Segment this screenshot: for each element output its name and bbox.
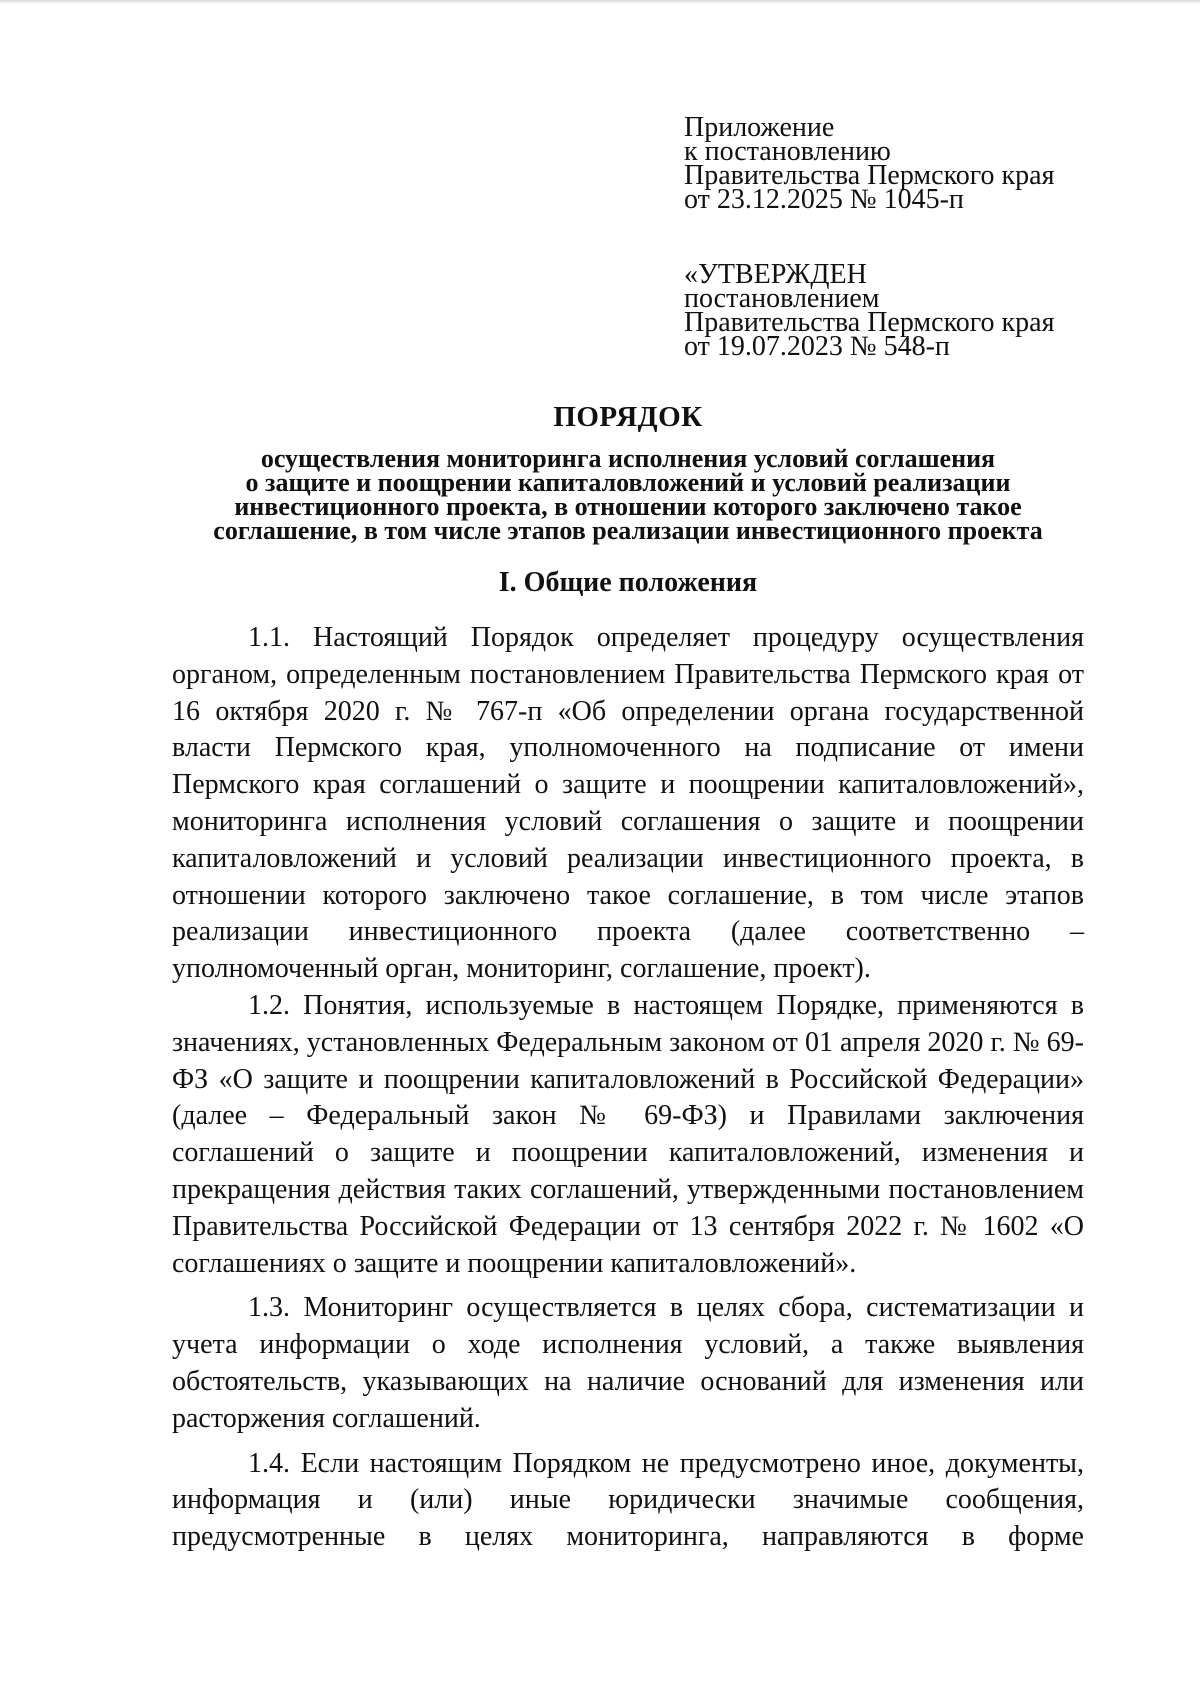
subtitle-line: соглашение, в том числе этапов реализации инвестиционного проекта bbox=[213, 516, 1043, 545]
paragraph-1-1: 1.1. Настоящий Порядок определяет процедуру осуществления органом, определенным постановлением Правительства Пермского края от 16 октября 2020 г. № 767-п «Об определении органа государственной власти Пермского края, уполномоченного на подписание от имени Пермского края соглашений о защите и поощрении капиталовложений», мониторинга исполнения условий соглашения о защите и поощрении капиталовложений и условий реализации инвестиционного проекта, в отношении которого заключено такое соглашение, в том числе этапов реализации инвестиционного проекта (далее соответственно – уполномоченный орган, мониторинг, соглашение, проект). bbox=[172, 622, 1084, 985]
appendix-line: Приложение bbox=[684, 112, 835, 143]
document-subtitle bbox=[140, 444, 1116, 545]
approved-block bbox=[684, 259, 1144, 362]
approved-line: постановлением bbox=[684, 283, 880, 314]
subtitle-line: осуществления мониторинга исполнения условий соглашения bbox=[260, 444, 996, 473]
appendix-line: к постановлению bbox=[684, 136, 891, 167]
paragraph-1-4: 1.4. Если настоящим Порядком не предусмотрено иное, документы, информация и (или) иные юридически значимые сообщения, предусмотренные в целях мониторинга, направляются в форме bbox=[172, 1447, 1084, 1553]
approved-line: «УТВЕРЖДЕН bbox=[684, 259, 867, 290]
appendix-line: Правительства Пермского края bbox=[684, 160, 1055, 191]
section-heading: I. Общие положения bbox=[498, 567, 758, 598]
approved-line: от 19.07.2023 № 548-п bbox=[684, 331, 950, 362]
body-text bbox=[172, 620, 1084, 1556]
subtitle-line: инвестиционного проекта, в отношении которого заключено такое bbox=[234, 492, 1022, 521]
scan-top-edge bbox=[0, 0, 1200, 4]
paragraph-1-3: 1.3. Мониторинг осуществляется в целях сбора, систематизации и учета информации о ходе исполнения условий, а также выявления обстоятельств, указывающих на наличие оснований для изменения или расторжения соглашений. bbox=[172, 1292, 1084, 1434]
paragraph-1-2: 1.2. Понятия, используемые в настоящем Порядке, применяются в значениях, установленных Федеральным законом от 01 апреля 2020 г. № 69-ФЗ «О защите и поощрении капиталовложений в Российской Федерации» (далее – Федеральный закон № 69-ФЗ) и Правилами заключения соглашений о защите и поощрении капиталовложений, изменения и прекращения действия таких соглашений, утвержденными постановлением Правительства Российской Федерации от 13 сентября 2022 г. № 1602 «О соглашениях о защите и поощрении капиталовложений». bbox=[172, 989, 1084, 1279]
appendix-block bbox=[684, 112, 1144, 215]
approved-line: Правительства Пермского края bbox=[684, 307, 1055, 338]
appendix-line: от 23.12.2025 № 1045-п bbox=[684, 184, 964, 215]
subtitle-line: о защите и поощрении капиталовложений и условий реализации bbox=[245, 468, 1011, 497]
document-title: ПОРЯДОК bbox=[553, 401, 703, 433]
